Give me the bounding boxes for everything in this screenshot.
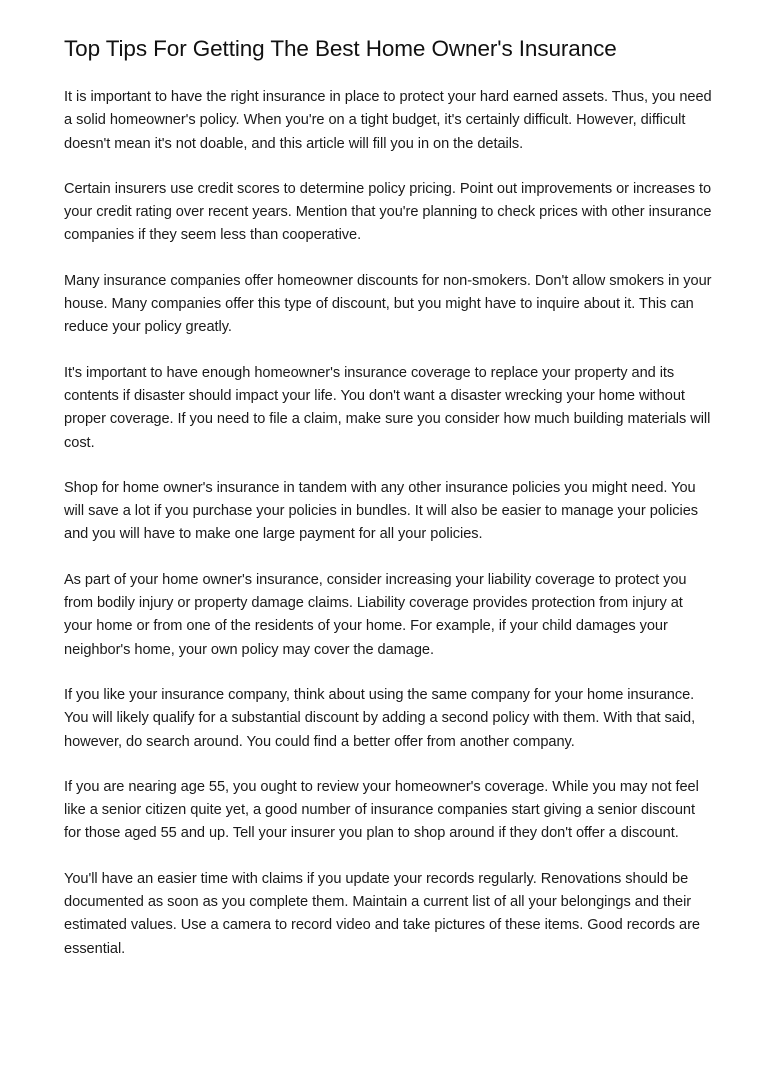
paragraph-non-smokers: Many insurance companies offer homeowner discounts for non-smokers. Don't allow smokers in your house. Many companies offer this type of discount, but you might have to inquire about it. This can reduce your policy greatly. [64, 272, 712, 336]
paragraph-liability: As part of your home owner's insurance, consider increasing your liability coverage to protect you from bodily injury or property damage claims. Liability coverage provides protection from injury at your home or from one of the residents of your home. For example, if your child damages your neighbor's home, your own policy may cover the damage. [64, 571, 687, 658]
paragraph-credit-scores: Certain insurers use credit scores to determine policy pricing. Point out improvements or increases to your credit rating over recent years. Mention that you're planning to check prices with other insurance companies if they seem less than cooperative. [64, 180, 712, 244]
paragraph-bundles: Shop for home owner's insurance in tandem with any other insurance policies you might need. You will save a lot if you purchase your policies in bundles. It will also be easier to manage your policies and you will have to make one large payment for all your policies. [64, 479, 699, 543]
paragraph-age-55: If you are nearing age 55, you ought to review your homeowner's coverage. While you may not feel like a senior citizen quite yet, a good number of insurance companies start giving a senior discount for those aged 55 and up. Tell your insurer you plan to shop around if they don't offer a discount. [64, 778, 699, 842]
paragraph-same-company: If you like your insurance company, think about using the same company for your home insurance. You will likely qualify for a substantial discount by adding a second policy with them. With that said, however, do search around. You could find a better offer from another company. [64, 686, 696, 750]
document-page [64, 34, 714, 983]
paragraph-coverage: It's important to have enough homeowner's insurance coverage to replace your property and its contents if disaster should impact your life. You don't want a disaster wrecking your home without proper coverage. If you need to file a claim, make sure you consider how much building materials will cost. [64, 364, 711, 451]
paragraph-intro: It is important to have the right insurance in place to protect your hard earned assets. Thus, you need a solid homeowner's policy. When you're on a tight budget, it's certainly difficult. However, difficult doesn't mean it's not doable, and this article will fill you in on the details. [64, 89, 712, 152]
paragraph-records: You'll have an easier time with claims if you update your records regularly. Renovations should be documented as soon as you complete them. Maintain a current list of all your belongings and their estimated values. Use a camera to record video and take pictures of these items. Good records are essential. [64, 870, 700, 957]
page-title: Top Tips For Getting The Best Home Owner's Insurance [64, 36, 617, 61]
